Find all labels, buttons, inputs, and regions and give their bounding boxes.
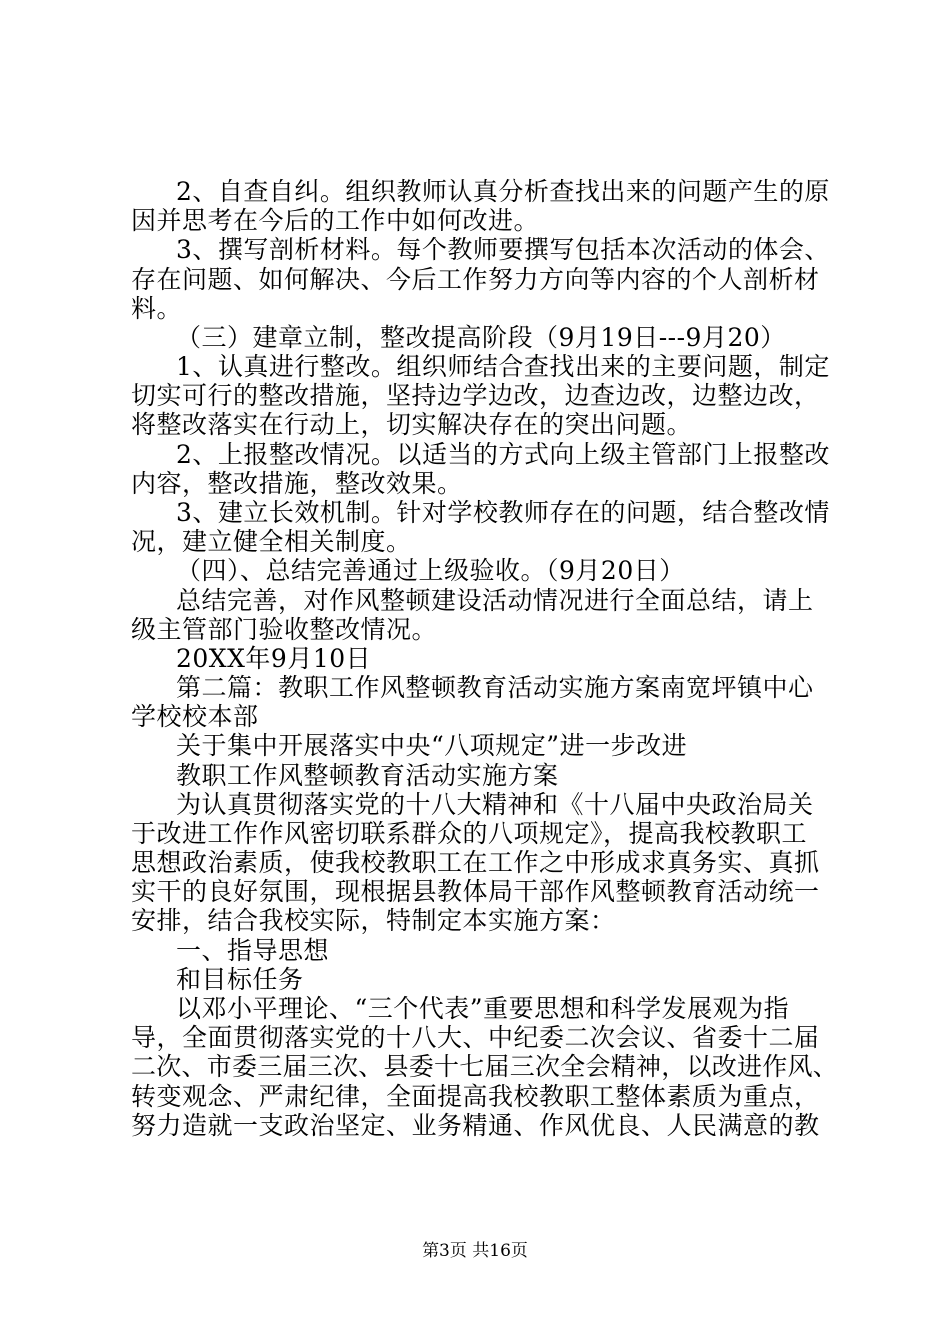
document-title: 教职工作风整顿教育活动实施方案	[176, 761, 559, 790]
text-line: 安排，结合我校实际，特制定本实施方案：	[131, 906, 616, 935]
section-heading: （三）建章立制，整改提高阶段（9月19日---9月20）	[176, 323, 786, 352]
text-line: 3、撰写剖析材料。每个教师要撰写包括本次活动的体会、	[176, 235, 830, 264]
text-line: 努力造就一支政治坚定、业务精通、作风优良、人民满意的教	[131, 1111, 820, 1140]
section-heading: 一、指导思想	[176, 936, 330, 965]
text-line: 实干的良好氛围，现根据县教体局干部作风整顿教育活动统一	[131, 877, 820, 906]
chapter-title: 第二篇：教职工作风整顿教育活动实施方案南宽坪镇中心	[176, 673, 814, 702]
text-line: 于改进工作作风密切联系群众的八项规定》，提高我校教职工	[131, 819, 808, 848]
text-line: 2、自查自纠。组织教师认真分析查找出来的问题产生的原	[176, 177, 830, 206]
text-line: 3、建立长效机制。针对学校教师存在的问题，结合整改情	[176, 498, 830, 527]
text-line: 存在问题、如何解决、今后工作努力方向等内容的个人剖析材	[131, 265, 820, 294]
text-line: 为认真贯彻落实党的十八大精神和《十八届中央政治局关	[176, 790, 814, 819]
text-line: 总结完善，对作风整顿建设活动情况进行全面总结，请上	[176, 586, 814, 615]
text-line: 将整改落实在行动上，切实解决存在的突出问题。	[131, 410, 693, 439]
text-line: 思想政治素质，使我校教职工在工作之中形成求真务实、真抓	[131, 848, 820, 877]
text-line: 以邓小平理论、“三个代表”重要思想和科学发展观为指	[176, 994, 790, 1023]
text-line: 1、认真进行整改。组织师结合查找出来的主要问题，制定	[176, 352, 830, 381]
text-line: 切实可行的整改措施，坚持边学边改，边查边改，边整边改，	[131, 381, 820, 410]
page-number-footer: 第3页 共16页	[422, 1241, 528, 1261]
text-line: 料。	[131, 294, 183, 323]
text-line: 学校校本部	[131, 702, 259, 731]
text-line: 转变观念、严肃纪律，全面提高我校教职工整体素质为重点，	[131, 1082, 820, 1111]
text-line: 级主管部门验收整改情况。	[131, 615, 438, 644]
text-line: 因并思考在今后的工作中如何改进。	[131, 206, 540, 235]
text-line: 2、上报整改情况。以适当的方式向上级主管部门上报整改	[176, 440, 830, 469]
document-title: 关于集中开展落实中央“八项规定”进一步改进	[176, 731, 688, 760]
text-line: 内容，整改措施，整改效果。	[131, 469, 463, 498]
section-heading: 和目标任务	[176, 965, 304, 994]
text-line: 二次、市委三届三次、县委十七届三次全会精神，以改进作风、	[131, 1052, 839, 1081]
section-heading: （四）、总结完善通过上级验收。（9月20日）	[176, 556, 685, 585]
date-line: 20XX年9月10日	[176, 644, 372, 673]
text-line: 导，全面贯彻落实党的十八大、中纪委二次会议、省委十二届	[131, 1023, 820, 1052]
text-line: 况，建立健全相关制度。	[131, 527, 412, 556]
